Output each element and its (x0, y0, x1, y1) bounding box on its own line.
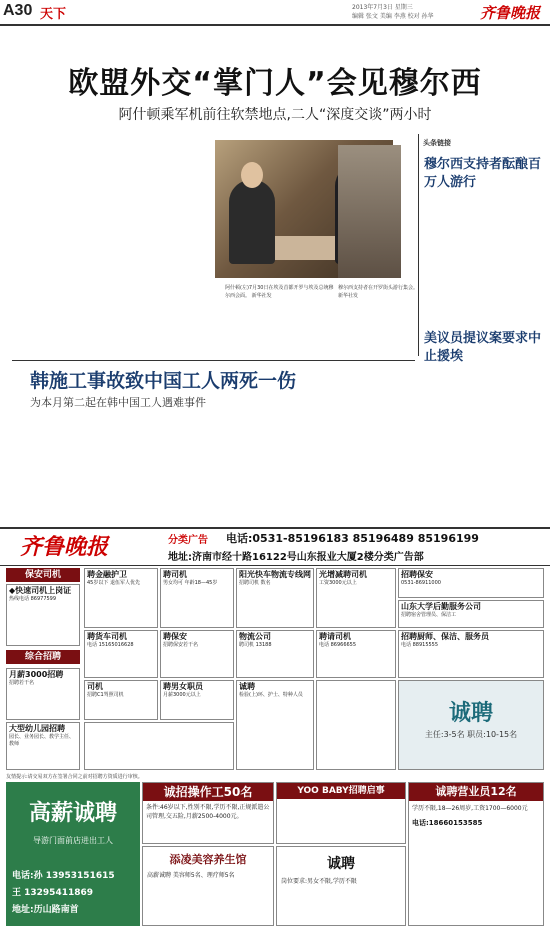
ad-cell: 聘金融护卫 45岁以下 退伍军人优先 (84, 568, 158, 628)
ad2-title: 诚招操作工50名 (143, 783, 273, 801)
side-body-2 (424, 370, 544, 515)
ad-cell: 光增减聘司机 工资3000元以上 (316, 568, 396, 628)
lead-subheadline: 阿什顿乘军机前往软禁地点,二人“深度交谈”两小时 (118, 107, 432, 123)
ad-cell: 阳光快车物流专线网 招聘司机 数名 (236, 568, 314, 628)
ad2-body: 条件:46岁以下,性别不限,学历不限,正规派遣公司管理,交五险,月薪2500-4000元。 (146, 804, 270, 820)
page-number: A30 (3, 2, 33, 19)
ad-cell: 月薪3000招聘 招聘若干名 (6, 668, 80, 720)
recruit-title: 诚聘 (448, 701, 493, 726)
ad4-body: 岗位要求:男女不限,学历不限 (281, 878, 357, 885)
ad-cell: 聘男女职员 月薪3000元以上 (160, 680, 234, 720)
second-body (12, 414, 417, 510)
ad-cell: 司机 招聘C1驾照司机 (84, 680, 158, 720)
ad1-title: 高薪诚聘 (28, 801, 117, 826)
column-divider (418, 134, 419, 356)
ad-cell: 山东大学后勤服务公司 招聘宿舍管理员、保洁工 (398, 600, 544, 628)
ad1-sub: 导游门面前店进出工人 (33, 836, 113, 845)
story-divider (12, 360, 415, 361)
disclaimer: 友情提示:请交易双方在签署合同之前对招聘方资质进行审核。 (6, 774, 143, 780)
person-left (229, 180, 275, 264)
date-line: 2013年7月3日 星期三 (352, 4, 413, 11)
ad-cell: 聘货车司机 电话 15165016628 (84, 630, 158, 678)
ad-cell (316, 680, 396, 770)
ad-cell: 大型幼儿园招聘 园长、业务园长、教学主任、教师 (6, 722, 80, 770)
side-headline-2: 美议员提议案要求中止援埃 (424, 331, 542, 364)
category-security-drivers: 保安司机 (6, 568, 80, 582)
ad6-tel: 电话:18660153585 (412, 819, 483, 827)
page-header (0, 0, 550, 26)
side-body-1 (424, 200, 544, 320)
ad-cell: 诚聘 检验(上)环、护士、特种人员 (236, 680, 314, 770)
display-ad-high-salary (6, 782, 140, 926)
photo2-caption: 穆尔西支持者在开罗街头游行集会。 新华社发 (338, 285, 419, 299)
ad-cell: 招聘厨师、保洁、服务员 电话 88915555 (398, 630, 544, 678)
ad6-title: 诚聘营业员12名 (409, 783, 543, 801)
body-column-2 (80, 140, 144, 355)
newspaper-logo: 齐鲁晚报 (480, 4, 541, 22)
body-column-1 (12, 140, 76, 355)
ad-cell: 聘保安 招聘保安若干名 (160, 630, 234, 678)
display-ad-spa (142, 846, 274, 926)
classified-tag: 分类广告 (168, 535, 208, 546)
ad-cell (84, 722, 234, 770)
editor-line: 编辑 张文 美编 李燕 校对 孙华 (352, 13, 434, 20)
ad-cell: 招聘保安 0531-86911000 (398, 568, 544, 598)
ad1-tel2: 王 13295411869 (12, 888, 94, 898)
display-ad-sales (408, 782, 544, 926)
ad1-tel1: 电话:孙 13953151615 (12, 871, 115, 881)
second-subheadline: 为本月第二起在韩中国工人遇难事件 (30, 396, 206, 409)
side-headline-1: 穆尔西支持者酝酿百万人游行 (424, 157, 542, 190)
display-ad-recruit (276, 846, 406, 926)
ad3-body: 高薪诚聘 美容师5名、理疗师5名 (147, 872, 235, 879)
classified-phone: 电话:0531-85196183 85196489 85196199 (226, 532, 479, 545)
ad1-addr: 地址:历山路南首 (12, 905, 79, 915)
classified-address: 地址:济南市经十路16122号山东报业大厦2楼分类广告部 (168, 552, 424, 563)
classified-logo: 齐鲁晚报 (20, 534, 109, 560)
ad3-title: 添凌美容养生馆 (169, 853, 247, 866)
display-ad-operator (142, 782, 274, 844)
side-kicker: 头条链接 (423, 139, 451, 147)
photo-caption: 阿什顿(左)7月30日在埃及首都开罗与埃及总统穆尔西会面。 新华社发 (225, 285, 334, 299)
protest-photo (338, 145, 401, 278)
table (275, 236, 335, 260)
body-column-3 (148, 140, 210, 355)
face-left (241, 162, 263, 188)
ad-cell: 物流公司 聘司机 13188 (236, 630, 314, 678)
second-headline: 韩施工事故致中国工人两死一伤 (30, 370, 297, 392)
lead-headline: 欧盟外交“掌门人”会见穆尔西 (68, 66, 482, 101)
ad-cell-recruit (398, 680, 544, 770)
ad-cell: 聘司机 男女均可 年龄18—45岁 (160, 568, 234, 628)
ad6-body: 学历不限,18—26周岁,工资1700—6000元 (412, 805, 528, 812)
ad4-title: 诚聘 (327, 856, 355, 872)
ad-cell: 聘请司机 电话 86966655 (316, 630, 396, 678)
ad5-title: YOO BABY招聘启事 (277, 783, 405, 799)
ad-cell: ◆快速司机上岗证 热线电话 86977599 (6, 584, 80, 646)
display-ad-yoobaby (276, 782, 406, 844)
category-general-recruit: 综合招聘 (6, 650, 80, 664)
section-name: 天下 (40, 7, 67, 22)
recruit-body: 主任:3-5名 职员:10-15名 (424, 730, 518, 739)
